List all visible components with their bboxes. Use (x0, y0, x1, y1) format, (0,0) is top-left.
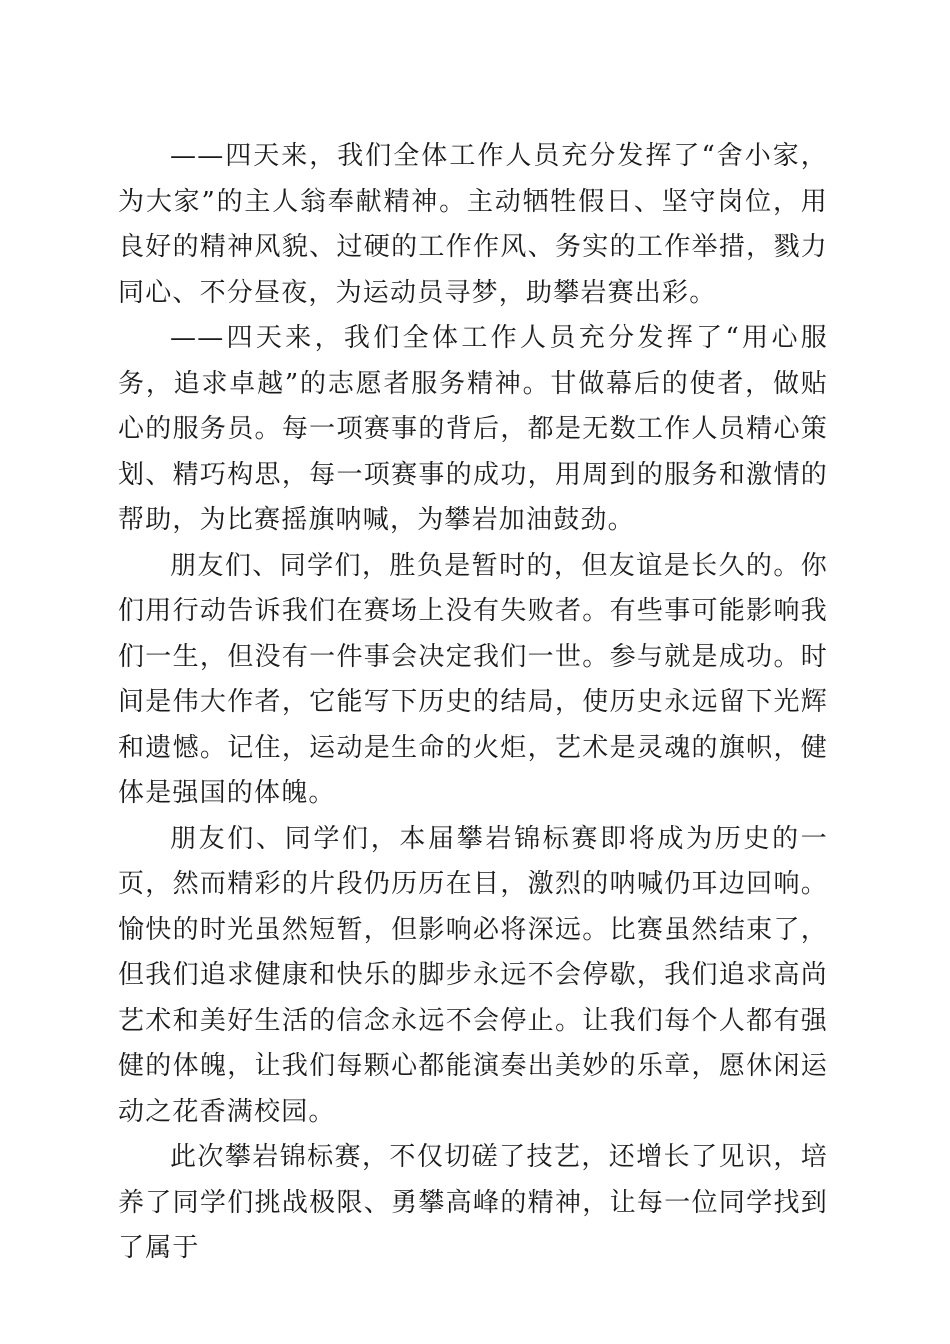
paragraph-friendship: 朋友们、同学们，胜负是暂时的，但友谊是长久的。你们用行动告诉我们在赛场上没有失败者。有些事可能影响我们一生，但没有一件事会决定我们一世。参与就是成功。时间是伟大作者，它能写下历史的结局，使历史永远留下光辉和遗憾。记住，运动是生命的火炬，艺术是灵魂的旗帜，健体是强国的体魄。 (118, 550, 828, 808)
paragraph-competition-gains: 此次攀岩锦标赛，不仅切磋了技艺，还增长了见识，培养了同学们挑战极限、勇攀高峰的精神，让每一位同学找到了属于 (118, 1142, 828, 1263)
paragraph-staff-dedication: ——四天来，我们全体工作人员充分发挥了“舍小家，为大家”的主人翁奉献精神。主动牺牲假日、坚守岗位，用良好的精神风貌、过硬的工作作风、务实的工作举措，戮力同心、不分昼夜，为运动员寻梦，助攀岩赛出彩。 (118, 141, 828, 308)
document-body (118, 134, 828, 1272)
paragraph-volunteer-service: ——四天来，我们全体工作人员充分发挥了“用心服务，追求卓越”的志愿者服务精神。甘做幕后的使者，做贴心的服务员。每一项赛事的背后，都是无数工作人员精心策划、精巧构思，每一项赛事的成功，用周到的服务和激情的帮助，为比赛摇旗呐喊，为攀岩加油鼓劲。 (118, 323, 828, 535)
paragraph-championship-memory: 朋友们、同学们，本届攀岩锦标赛即将成为历史的一页，然而精彩的片段仍历历在目，激烈的呐喊仍耳边回响。愉快的时光虽然短暂，但影响必将深远。比赛虽然结束了，但我们追求健康和快乐的脚步永远不会停歇，我们追求高尚艺术和美好生活的信念永远不会停止。让我们每个人都有强健的体魄，让我们每颗心都能演奏出美妙的乐章，愿休闲运动之花香满校园。 (118, 823, 828, 1127)
